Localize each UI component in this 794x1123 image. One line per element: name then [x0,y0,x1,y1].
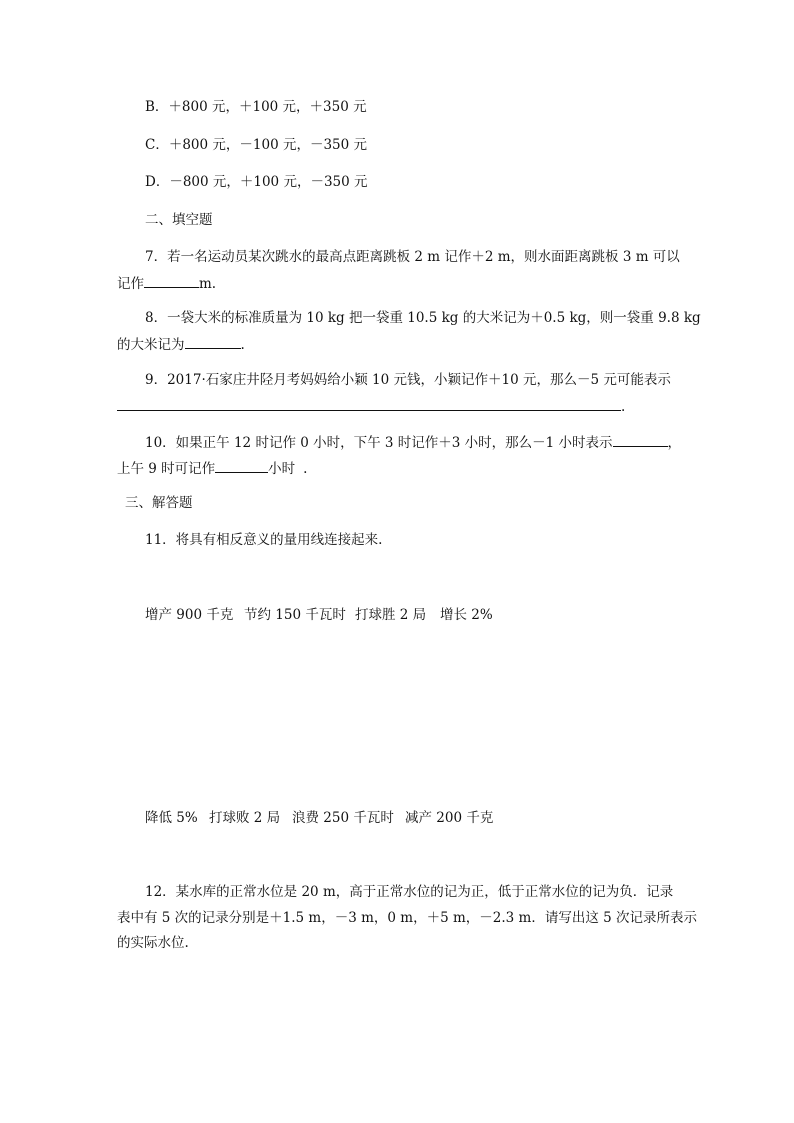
question-10-unit: 小时 [268,461,296,477]
question-10-text2: 上午 9 时可记作 [117,461,216,477]
bottom-item[interactable]: 浪费 250 千瓦时 [292,810,394,826]
top-item[interactable]: 增长 2% [440,607,493,623]
top-item[interactable]: 增产 900 千克 [145,607,234,623]
question-12-line1: 12．某水库的正常水位是 20 m，高于正常水位的记为正，低于正常水位的记为负．记录 [145,884,674,900]
section-answer-title: 三、解答题 [125,495,193,511]
bottom-item[interactable]: 打球败 2 局 [209,810,281,826]
answer-blank[interactable] [185,334,241,349]
question-9-line1: 9．2017·石家庄井陉月考妈妈给小颖 10 元钱，小颖记作＋10 元，那么－5 元可能表示 [145,372,671,388]
question-11-text: 11．将具有相反意义的量用线连接起来. [145,532,383,548]
question-7-line1: 7．若一名运动员某次跳水的最高点距离跳板 2 m 记作＋2 m，则水面距离跳板 3 m 可以 [145,249,680,265]
question-10-comma: ， [667,435,682,451]
top-item[interactable]: 打球胜 2 局 [355,607,427,623]
top-item[interactable]: 节约 150 千瓦时 [244,607,346,623]
question-8-line1: 8．一袋大米的标准质量为 10 kg 把一袋重 10.5 kg 的大米记为＋0.5 kg，则一袋重 9.8 kg [145,310,701,326]
question-10-line1 [145,432,681,453]
question-10-line2 [117,458,307,479]
question-9-suffix: . [621,399,626,415]
question-8-line2 [117,334,245,355]
question-9-line2 [117,396,625,417]
question-7-prefix: 记作 [117,276,144,292]
question-12-line2: 表中有 5 次的记录分别是＋1.5 m，－3 m，0 m，＋5 m，－2.3 m．请写出这 5 次记录所表示 [117,910,698,926]
answer-blank[interactable] [144,273,199,288]
bottom-item[interactable]: 减产 200 千克 [405,810,494,826]
bottom-item[interactable]: 降低 5% [145,810,198,826]
question-8-suffix: . [240,337,245,353]
answer-blank[interactable] [215,458,268,473]
question-10-period: . [303,461,308,477]
option-b: B．＋800 元，＋100 元，＋350 元 [145,99,367,115]
option-d: D．－800 元，＋100 元，－350 元 [145,174,368,190]
question-12-line3: 的实际水位. [117,935,189,951]
question-8-prefix: 的大米记为 [117,337,185,353]
question-7-suffix: m. [199,276,217,292]
answer-blank[interactable] [117,396,621,411]
section-fill-in-title: 二、填空题 [145,212,213,228]
question-10-text1: 10．如果正午 12 时记作 0 小时，下午 3 时记作＋3 小时，那么－1 小时表示 [145,435,613,451]
option-c: C．＋800 元，－100 元，－350 元 [145,137,368,153]
question-7-line2 [117,273,216,294]
answer-blank[interactable] [613,432,668,447]
